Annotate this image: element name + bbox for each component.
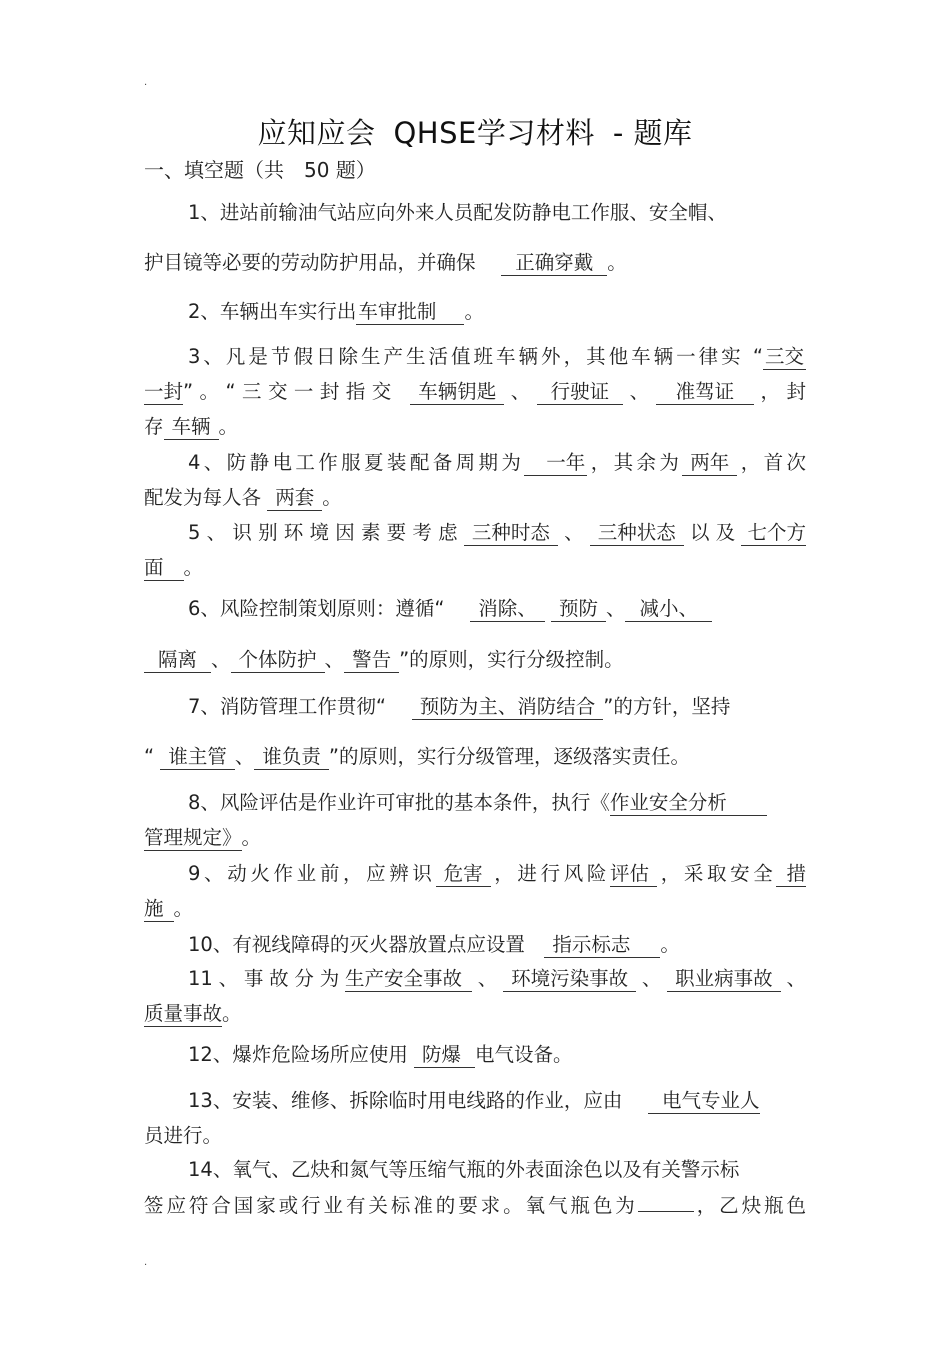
q8-line-2: 管理规定》。 xyxy=(144,826,262,849)
q2-line: 2、车辆出车实行出 车审批制 。 xyxy=(188,300,484,323)
q6-line-1: 6、风险控制策划原则：遵循“ 消除、 预防 、 减小、 xyxy=(144,593,806,625)
answer-blank: 评估 xyxy=(610,862,657,887)
q4-line-2: 配发为每人各 两套 。 xyxy=(144,486,342,509)
answer-blank: 环境污染事故 xyxy=(503,967,636,992)
answer-blank: 电气专业人 xyxy=(648,1089,760,1114)
q8-line-1: 8、风险评估是作业许可审批的基本条件，执行《作业安全分析 xyxy=(144,787,806,819)
q5-line-1: 5、识别环境因素要考虑 三种时态 、 三种状态 以及 七个方 xyxy=(188,521,806,544)
q1-line-2: 护目镜等必要的劳动防护用品，并确保 正确穿戴 。 xyxy=(144,251,627,274)
answer-blank: 指示标志 xyxy=(544,933,660,958)
q9-line-2: 施 。 xyxy=(144,897,194,920)
answer-blank: 施 xyxy=(144,897,174,922)
page-dot-top: . xyxy=(144,77,148,88)
q14-line-1: 14、氧气、乙炔和氮气等压缩气瓶的外表面涂色以及有关警示标 xyxy=(188,1158,740,1181)
q11-line-1: 11、事故分为生产安全事故 、 环境污染事故 、 职业病事故 、 xyxy=(188,967,806,990)
answer-blank: 行驶证 xyxy=(537,380,624,405)
answer-blank: 消除、 xyxy=(470,597,545,622)
answer-blank: 谁负责 xyxy=(254,745,329,770)
q5-line-2: 面 。 xyxy=(144,556,204,579)
q3-line-3: 存 车辆 。 xyxy=(144,415,239,438)
answer-blank: 准驾证 xyxy=(656,380,755,405)
answer-blank: 警告 xyxy=(344,648,399,673)
answer-blank: 正确穿戴 xyxy=(501,251,607,276)
answer-blank: 车辆 xyxy=(164,415,219,440)
answer-blank: 减小、 xyxy=(625,597,712,622)
answer-blank: 个体防护 xyxy=(231,648,325,673)
q12-line: 12、爆炸危险场所应使用 防爆 电气设备。 xyxy=(188,1043,573,1066)
answer-blank: 一年 xyxy=(524,451,587,476)
q7-line-1: 7、消防管理工作贯彻“ 预防为主、消防结合 ”的方针，坚持 xyxy=(188,695,731,718)
answer-blank: 危害 xyxy=(436,862,491,887)
q13-line-1: 13、安装、维修、拆除临时用电线路的作业，应由 电气专业人 xyxy=(188,1089,760,1112)
q4-line-1: 4、防静电工作服夏装配备周期为 一年 ，其余为 两年 ，首次 xyxy=(188,451,806,474)
answer-blank: 两套 xyxy=(267,486,322,511)
q14-line-2: 签应符合国家或行业有关标准的要求。氧气瓶色为 ，乙炔瓶色 xyxy=(144,1189,806,1222)
answer-blank: 管理规定》 xyxy=(144,826,242,849)
answer-blank: 职业病事故 xyxy=(667,967,781,992)
answer-blank: 作业安全分析 xyxy=(610,791,767,816)
q3-line-2: 一封”。“三交一封指交 车辆钥匙 、 行驶证 、 准驾证 ，封 xyxy=(144,380,806,403)
answer-blank: 防爆 xyxy=(414,1043,475,1068)
answer-blank: 一封 xyxy=(144,380,184,403)
q10-line: 10、有视线障碍的灭火器放置点应设置 指示标志 。 xyxy=(188,933,680,956)
answer-blank: 车审批制 xyxy=(356,300,464,325)
q7-line-2: “ 谁主管 、 谁负责 ”的原则，实行分级管理，逐级落实责任。 xyxy=(144,745,690,768)
page-dot-bottom: . xyxy=(144,1257,148,1268)
section-heading: 一、填空题（共 50 题） xyxy=(144,158,376,182)
q3-line-1: 3、凡是节假日除生产生活值班车辆外，其他车辆一律实 “ 三交 xyxy=(188,345,804,368)
q6-line-2: 隔离 、 个体防护 、 警告 ”的原则，实行分级控制。 xyxy=(144,644,806,676)
q1-line-1: 1、进站前输油气站应向外来人员配发防静电工作服、安全帽、 xyxy=(188,201,727,224)
answer-blank: 措 xyxy=(776,862,806,887)
q9-line-1: 9、动火作业前，应辨识 危害 ，进行风险评估 ，采取安全 措 xyxy=(188,862,806,885)
answer-blank: 两年 xyxy=(682,451,737,476)
answer-blank: 车辆钥匙 xyxy=(410,380,504,405)
q11-line-2: 质量事故。 xyxy=(144,1002,242,1025)
answer-blank: 隔离 xyxy=(144,648,211,673)
answer-blank: 生产安全事故 xyxy=(345,967,472,992)
answer-blank: 三种时态 xyxy=(464,521,558,546)
page-title xyxy=(0,113,950,153)
answer-blank: 七个方 xyxy=(741,521,806,546)
answer-blank: 预防为主、消防结合 xyxy=(412,695,604,720)
answer-blank: 质量事故 xyxy=(144,1002,223,1025)
title-part-a: 应知应会 xyxy=(257,116,376,150)
title-part-b: QHSE学习材料 xyxy=(393,116,595,150)
answer-blank: 面 xyxy=(144,556,184,581)
answer-blank: 三交 xyxy=(764,345,804,368)
title-part-c: - 题库 xyxy=(612,116,693,150)
answer-blank: 预防 xyxy=(551,597,606,622)
answer-blank: 谁主管 xyxy=(160,745,235,770)
answer-blank: 三种状态 xyxy=(590,521,684,546)
answer-blank xyxy=(638,1189,694,1212)
q13-line-2: 员进行。 xyxy=(144,1124,223,1147)
